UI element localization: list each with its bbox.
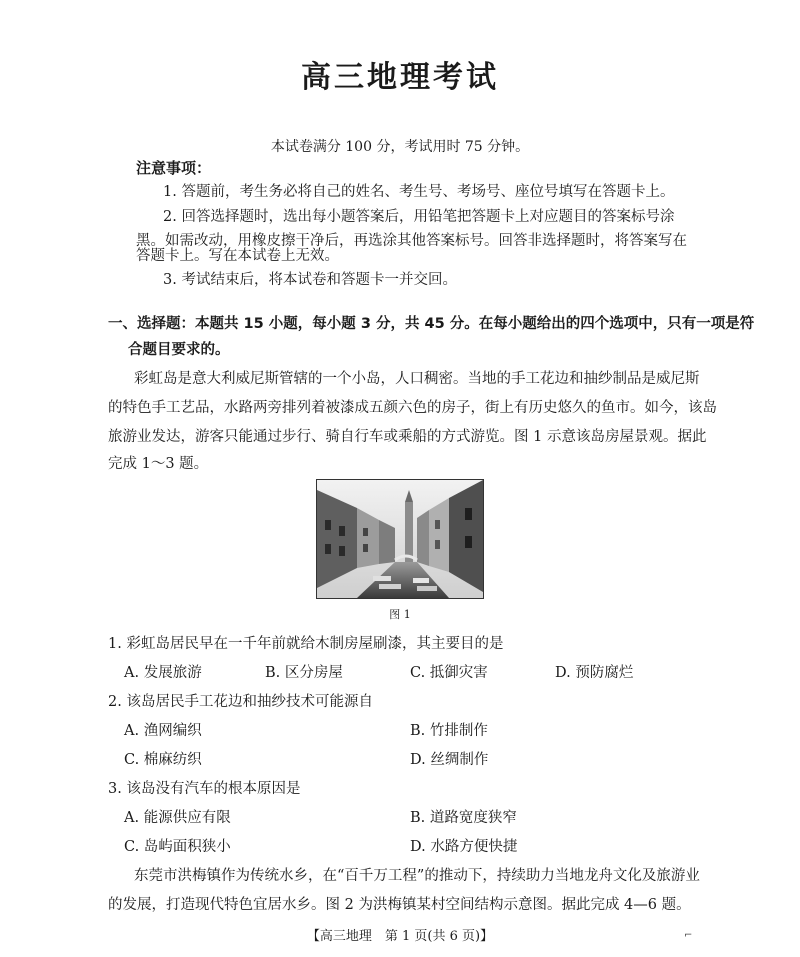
notice-line: 3. 考试结束后，将本试卷和答题卡一并交回。 [163,272,457,288]
notice-heading: 注意事项： [136,159,212,177]
passage-line: 的发展，打造现代特色宜居水乡。图 2 为洪梅镇某村空间结构示意图。据此完成 4—6 题。 [108,897,691,913]
exam-note: 本试卷满分 100 分，考试用时 75 分钟。 [270,139,530,155]
question-stem: 3. 该岛没有汽车的根本原因是 [108,781,301,797]
question-option: B. 竹排制作 [410,723,488,739]
question-option: C. 抵御灾害 [410,665,488,681]
question-stem: 1. 彩虹岛居民早在一千年前就给木制房屋刷漆，其主要目的是 [108,636,504,652]
section-heading-cont: 合题目要求的。 [128,342,230,358]
question-option: B. 区分房屋 [265,665,343,681]
question-option: A. 能源供应有限 [124,810,231,826]
passage-line: 东莞市洪梅镇作为传统水乡，在“百千万工程”的推动下，持续助力当地龙舟文化及旅游业 [134,868,700,884]
notice-line: 答题卡上。写在本试卷上无效。 [136,248,339,264]
question-option: D. 预防腐烂 [555,665,634,681]
question-option: D. 丝绸制作 [410,752,489,768]
passage-line: 旅游业发达，游客只能通过步行、骑自行车或乘船的方式游览。图 1 示意该岛房屋景观。据此 [108,429,707,445]
passage-line: 的特色手工艺品，水路两旁排列着被漆成五颜六色的房子，街上有历史悠久的鱼市。如今，该岛 [108,400,717,416]
section-heading: 一、选择题：本题共 15 小题，每小题 3 分，共 45 分。在每小题给出的四个选项中，只有一项是符 [108,316,755,332]
notice-line: 2. 回答选择题时，选出每小题答案后，用铅笔把答题卡上对应题目的答案标号涂 [163,209,675,225]
corner-mark: ⌐ [684,930,693,941]
question-option: B. 道路宽度狭窄 [410,810,517,826]
question-option: C. 棉麻纺织 [124,752,202,768]
question-stem: 2. 该岛居民手工花边和抽纱技术可能源自 [108,694,373,710]
passage-line: 彩虹岛是意大利威尼斯管辖的一个小岛，人口稠密。当地的手工花边和抽纱制品是威尼斯 [134,371,700,387]
notice-line: 1. 答题前，考生务必将自己的姓名、考生号、考场号、座位号填写在答题卡上。 [163,184,675,200]
question-option: D. 水路方便快捷 [410,839,518,855]
figure-canal-houses [316,479,484,599]
question-option: C. 岛屿面积狭小 [124,839,231,855]
figure-caption: 图 1 [389,608,411,621]
question-option: A. 发展旅游 [124,665,202,681]
passage-line: 完成 1～3 题。 [108,456,209,472]
canal-photo-illustration [317,480,483,598]
question-option: A. 渔网编织 [124,723,202,739]
page-footer: 【高三地理 第 1 页(共 6 页)】 [306,929,494,944]
exam-title: 高三地理考试 [301,60,499,95]
notice-line: 黑。如需改动，用橡皮擦干净后，再选涂其他答案标号。回答非选择题时，将答案写在 [136,233,687,249]
